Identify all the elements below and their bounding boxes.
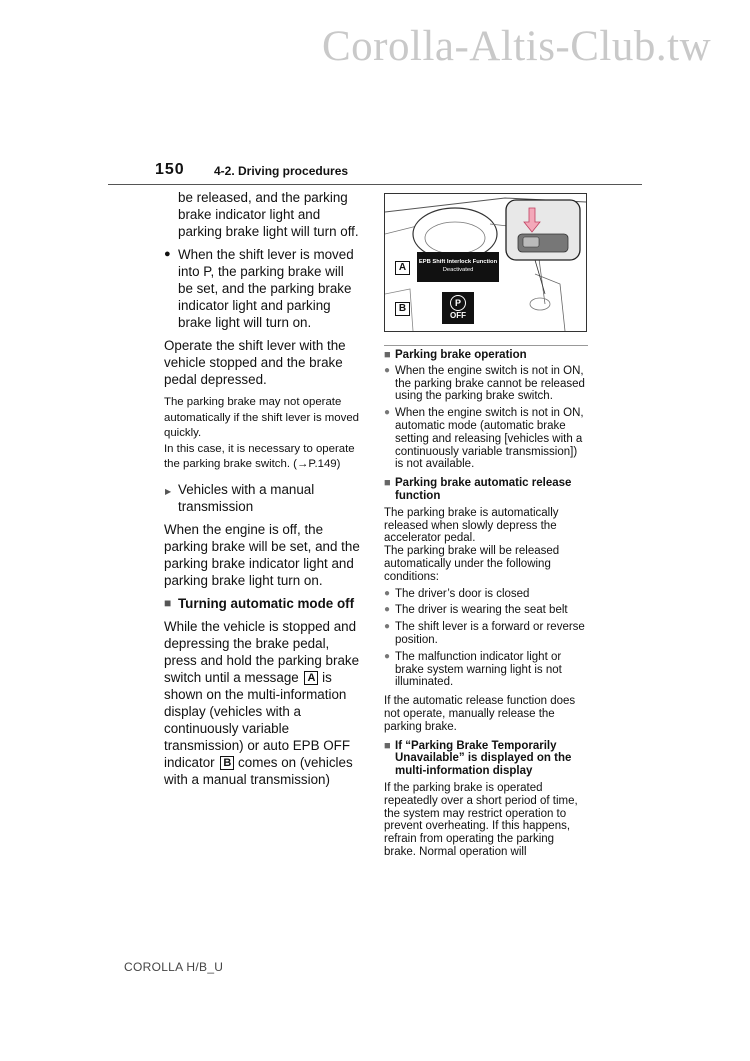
paragraph-auto-release-1: The parking brake is automatically released when slowly depress the accelerator pedal. (384, 506, 559, 545)
instrument-illustration (384, 193, 587, 332)
indicator-off-text: OFF (450, 311, 466, 320)
display-line-1: EPB Shift Interlock Function (418, 259, 498, 265)
label-a: A (304, 671, 318, 685)
condition-door-closed: ● The driver’s door is closed (384, 588, 588, 601)
continued-text: be released, and the parking brake indicator light and parking brake light will turn off. (178, 190, 359, 239)
bullet-switch-not-on-2: ● When the engine switch is not in ON, automatic mode (automatic brake setting and releasing [vehicles with a continuously variable transmission]) is not available. (384, 407, 588, 471)
left-column (164, 189, 362, 788)
condition-seat-belt: ● The driver is wearing the seat belt (384, 604, 588, 617)
mid-display-message (417, 252, 499, 282)
divider (384, 345, 588, 346)
condition-shift-lever: ● The shift lever is a forward or reverse position. (384, 621, 588, 647)
paragraph-part-3: comes on (vehicles with a manual transmission) (164, 754, 353, 787)
paragraph-manual-release: If the automatic release function does not operate, manually release the parking brake. (384, 695, 576, 733)
label-b: B (220, 756, 234, 770)
sub-heading-manual-transmission: ▶ Vehicles with a manual transmission (164, 481, 362, 515)
right-column (384, 345, 588, 859)
section-title: 4-2. Driving procedures (214, 164, 349, 178)
note-parking-brake: The parking brake may not operate automatically if the shift lever is moved quickly. (164, 396, 359, 439)
bullet-switch-not-on-1: ● When the engine switch is not in ON, the parking brake cannot be released using the parking brake switch. (384, 365, 588, 403)
paragraph-operate-shift: Operate the shift lever with the vehicle stopped and the brake pedal depressed. (164, 338, 346, 387)
heading-temporarily-unavailable: ■ If “Parking Brake Temporarily Unavailable” is displayed on the multi-information display (384, 740, 588, 778)
figure-label-b: B (395, 302, 410, 316)
page-footer: COROLLA H/B_U (124, 960, 224, 974)
paragraph-overheating: If the parking brake is operated repeatedly over a short period of time, the system may restrict operation to prevent overheating. If this happens, refrain from operating the parking brake. Normal operation will (384, 781, 578, 858)
paragraph-part-2: is shown on the multi-information display (vehicles with a continuously variable transmission) or auto EPB OFF indicator (164, 669, 351, 770)
note-operate-switch: In this case, it is necessary to operate the parking brake switch. (→P.149) (164, 442, 355, 470)
condition-warning-light: ● The malfunction indicator light or brake system warning light is not illuminated. (384, 651, 588, 689)
page-number: 150 (155, 161, 185, 178)
display-line-2: Deactivated (442, 267, 474, 273)
bullet-shift-lever-p: ● When the shift lever is moved into P, the parking brake will be set, and the parking brake indicator light and parking brake light will turn on. (164, 246, 362, 331)
figure-label-a: A (395, 261, 410, 275)
heading-auto-release: ■ Parking brake automatic release function (384, 477, 588, 503)
watermark: Corolla-Altis-Club.tw (322, 23, 712, 70)
heading-automatic-mode-off: ■ Turning automatic mode off (164, 595, 362, 612)
paragraph-part-1: While the vehicle is stopped and depressing the brake pedal, press and hold the parking brake switch until a message (164, 618, 360, 685)
heading-parking-brake-operation: ■ Parking brake operation (384, 349, 588, 362)
parking-brake-symbol: P (450, 295, 466, 311)
paragraph-engine-off: When the engine is off, the parking brake will be set, and the parking brake indicator light and parking brake light turn on. (164, 521, 360, 588)
page-header (108, 160, 642, 185)
paragraph-auto-release-2: The parking brake will be released automatically under the following conditions: (384, 545, 560, 583)
paragraph-turning-off (164, 618, 362, 788)
epb-off-indicator-icon (442, 292, 474, 324)
